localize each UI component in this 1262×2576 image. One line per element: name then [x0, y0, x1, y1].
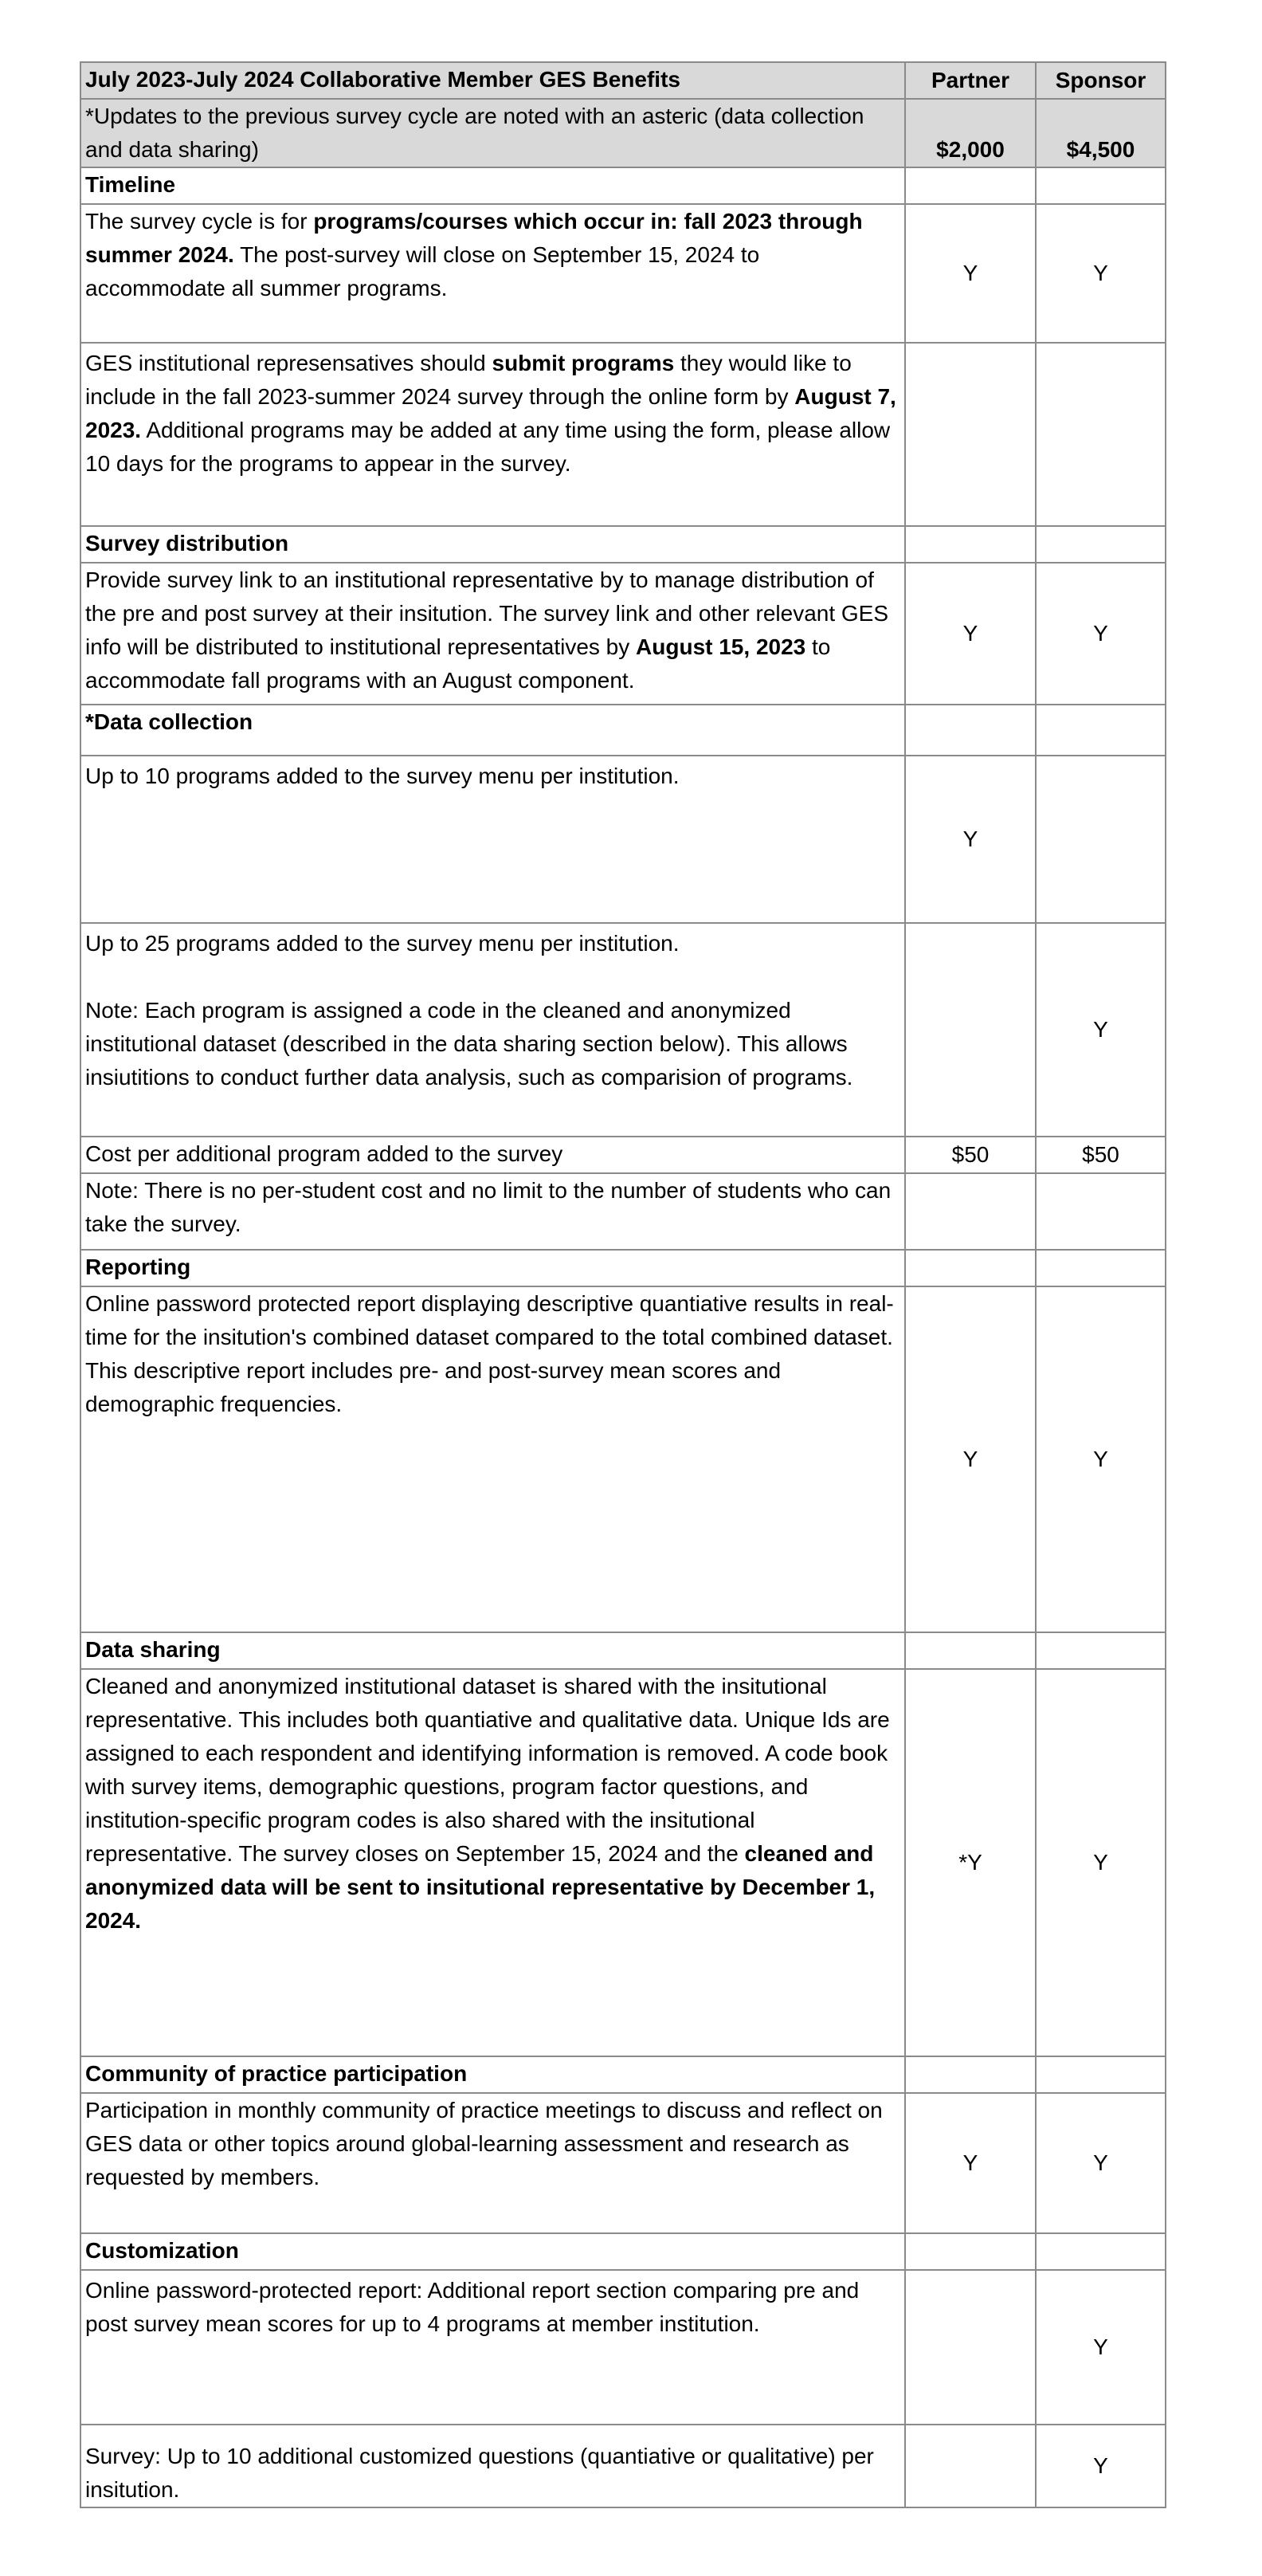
sponsor-price: $4,500	[1036, 99, 1166, 167]
customization-heading: Customization	[80, 2233, 905, 2270]
sharing-heading: Data sharing	[80, 1632, 905, 1669]
timeline-heading: Timeline	[80, 167, 905, 204]
cost-text: Cost per additional program added to the survey	[80, 1137, 905, 1173]
submit-programs-text: GES institutional represensatives should submit programs they would like to include in the fall 2023-summer 2024 survey through the online form by August 7, 2023. Additional programs may be added at any time using the form, please allow 10 days for the programs to appear in the survey.	[80, 343, 905, 526]
sharing-text: Cleaned and anonymized institutional dataset is shared with the insitutional representative. This includes both quantiative and qualitative data. Unique Ids are assigned to each respondent and identifying information is removed. A code book with survey items, demographic questions, program factor questions, and institution-specific program codes is also shared with the insitutional representative. The survey closes on September 15, 2024 and the cleaned and anonymized data will be sent to insitutional representative by December 1, 2024.	[80, 1669, 905, 2056]
up-to-10-text: Up to 10 programs added to the survey menu per institution.	[80, 756, 905, 923]
sponsor-value: Y	[1036, 2270, 1166, 2425]
per-student-note: Note: There is no per-student cost and no limit to the number of students who can take the survey.	[80, 1173, 905, 1250]
table-row	[80, 2093, 1166, 2233]
section-row	[80, 705, 1166, 756]
table-row	[80, 2425, 1166, 2507]
section-row	[80, 167, 1166, 204]
sponsor-column-header: Sponsor	[1036, 62, 1166, 99]
partner-value: Y	[905, 204, 1036, 343]
benefits-table	[80, 61, 1166, 2508]
partner-value: Y	[905, 563, 1036, 705]
partner-value: Y	[905, 1286, 1036, 1632]
table-row	[80, 1669, 1166, 2056]
sponsor-value: Y	[1036, 204, 1166, 343]
distribution-text: Provide survey link to an institutional representative by to manage distribution of the pre and post survey at their insitution. The survey link and other relevant GES info will be distributed to institutional representatives by August 15, 2023 to accommodate fall programs with an August component.	[80, 563, 905, 705]
table-header-row	[80, 62, 1166, 99]
section-row	[80, 526, 1166, 563]
partner-value: Y	[905, 756, 1036, 923]
partner-price: $2,000	[905, 99, 1036, 167]
table-row	[80, 923, 1166, 1137]
reporting-text: Online password protected report displaying descriptive quantiative results in real-time for the insitution's combined dataset compared to the total combined dataset. This descriptive report includes pre- and post-survey mean scores and demographic frequencies.	[80, 1286, 905, 1632]
table-row	[80, 2270, 1166, 2425]
section-row	[80, 1250, 1166, 1286]
community-heading: Community of practice participation	[80, 2056, 905, 2093]
reporting-heading: Reporting	[80, 1250, 905, 1286]
distribution-heading: Survey distribution	[80, 526, 905, 563]
table-row	[80, 1286, 1166, 1632]
update-note: *Updates to the previous survey cycle are noted with an asteric (data collection and data sharing)	[80, 99, 905, 167]
price-row	[80, 99, 1166, 167]
table-row	[80, 1173, 1166, 1250]
sponsor-cost: $50	[1036, 1137, 1166, 1173]
partner-cost: $50	[905, 1137, 1036, 1173]
survey-cycle-text: The survey cycle is for programs/courses which occur in: fall 2023 through summer 2024. The post-survey will close on September 15, 2024 to accommodate all summer programs.	[80, 204, 905, 343]
section-row	[80, 1632, 1166, 1669]
sponsor-value: Y	[1036, 563, 1166, 705]
partner-column-header: Partner	[905, 62, 1036, 99]
partner-value: *Y	[905, 1669, 1036, 2056]
community-text: Participation in monthly community of practice meetings to discuss and reflect on GES data or other topics around global-learning assessment and research as requested by members.	[80, 2093, 905, 2233]
table-row	[80, 343, 1166, 526]
sponsor-value: Y	[1036, 923, 1166, 1137]
table-title: July 2023-July 2024 Collaborative Member GES Benefits	[80, 62, 905, 99]
sponsor-value: Y	[1036, 1669, 1166, 2056]
sponsor-value: Y	[1036, 1286, 1166, 1632]
section-row	[80, 2233, 1166, 2270]
up-to-25-text: Up to 25 programs added to the survey menu per institution. Note: Each program is assigned a code in the cleaned and anonymized institutional dataset (described in the data sharing section below). This allows insiutitions to conduct further data analysis, such as comparision of programs.	[80, 923, 905, 1137]
section-row	[80, 2056, 1166, 2093]
sponsor-value: Y	[1036, 2093, 1166, 2233]
collection-heading: *Data collection	[80, 705, 905, 756]
custom-report-text: Online password-protected report: Additional report section comparing pre and post survey mean scores for up to 4 programs at member institution.	[80, 2270, 905, 2425]
table-row	[80, 1137, 1166, 1173]
table-row	[80, 563, 1166, 705]
custom-survey-text: Survey: Up to 10 additional customized questions (quantiative or qualitative) per insitution.	[80, 2425, 905, 2507]
table-row	[80, 756, 1166, 923]
table-row	[80, 204, 1166, 343]
partner-value: Y	[905, 2093, 1036, 2233]
sponsor-value: Y	[1036, 2425, 1166, 2507]
